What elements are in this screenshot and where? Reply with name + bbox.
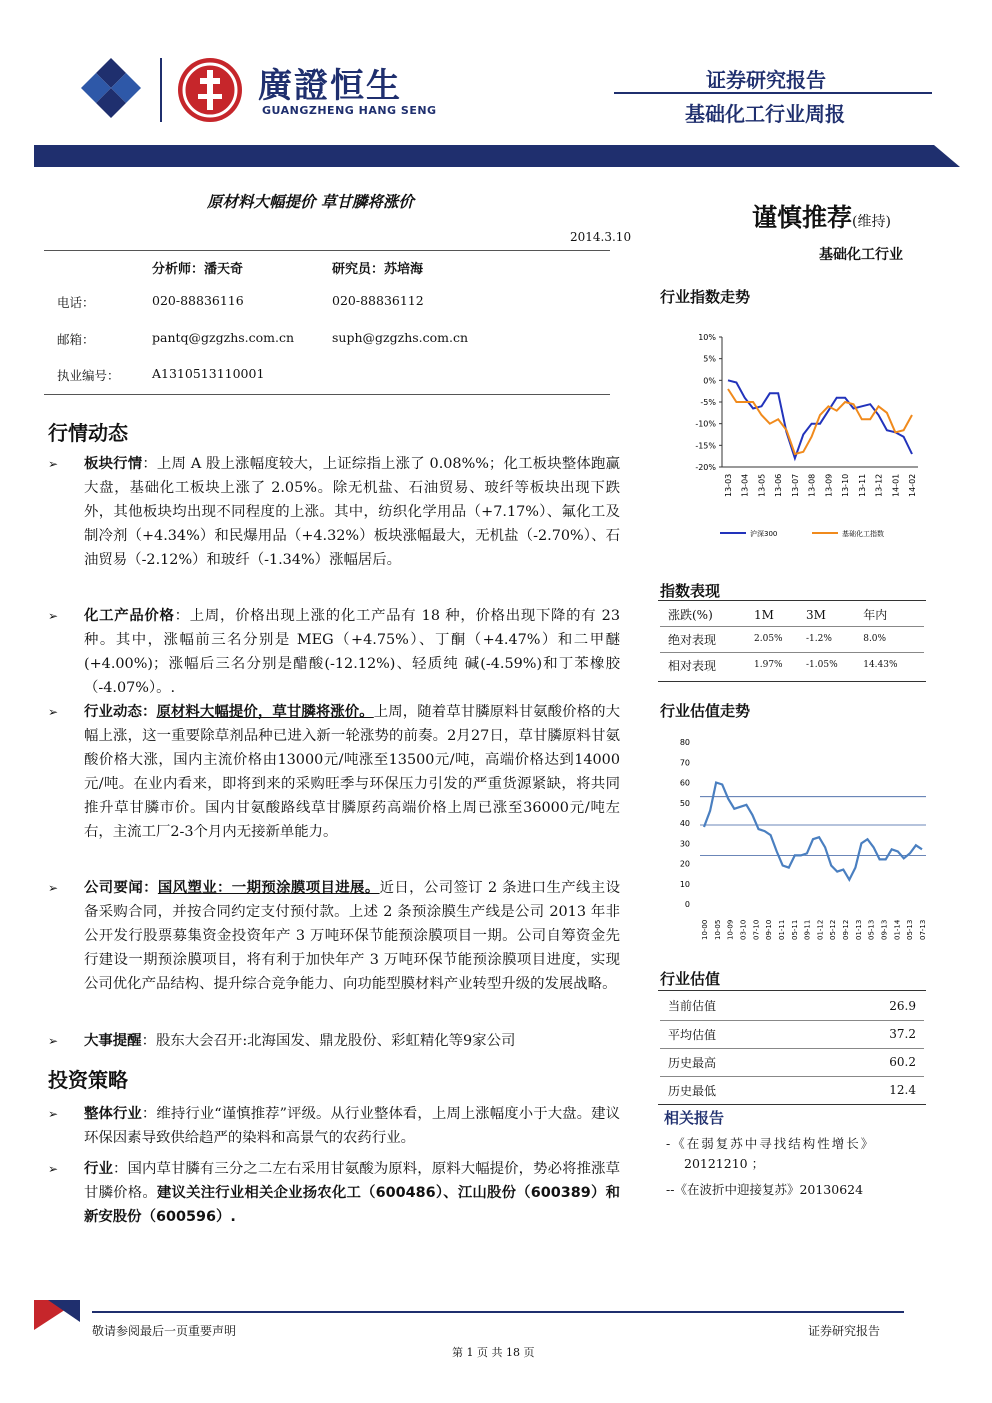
phone-analyst: 020-88836116 xyxy=(152,293,244,308)
index-trend-chart xyxy=(660,325,930,545)
x-tick-label: 13-07 xyxy=(790,473,800,497)
bullet-subhead: 原材料大幅提价，草甘膦将涨价。 xyxy=(156,704,374,720)
header-rule xyxy=(614,92,932,94)
footer-rule xyxy=(92,1311,904,1313)
table-cell: 8.0% xyxy=(863,634,887,644)
valuation-bottom-rule xyxy=(658,1104,926,1105)
rating-block xyxy=(752,198,891,234)
y-tick-label: 10% xyxy=(698,333,716,342)
y-tick-label: -20% xyxy=(695,463,716,472)
x-tick-label: 09-13 xyxy=(880,919,889,940)
bullet-head: 板块行情 xyxy=(84,456,143,472)
phone-label: 电话： xyxy=(57,295,95,310)
bullet-text: 上周，随着草甘膦原料甘氨酸价格的大幅上涨，这一重要除草剂品种已进入新一轮涨势的前奏。2月27日，草甘膦原料甘氨酸价格大涨，国内主流价格由13000元/吨涨至13500元/吨，高端价格达到14000元/吨。在业内看来，即将到来的采购旺季与环保压力引发的严重货源紧缺，将共同推升草甘膦市价。国内甘氨酸路线草甘膦原药高端价格上周已涨至36000元/吨左右，主流工厂2-3个月内无接新单能力。 xyxy=(84,704,620,840)
valuation-table xyxy=(660,992,924,1104)
index-perf-title: 指数表现 xyxy=(660,582,721,600)
bullet-head: 行业 xyxy=(84,1161,113,1177)
y-tick-label: 0 xyxy=(684,900,690,909)
x-tick-label: 01-14 xyxy=(893,919,902,940)
valuation-title: 行业估值 xyxy=(660,970,721,988)
phone-researcher: 020-88836112 xyxy=(332,293,424,308)
table-row xyxy=(660,1020,924,1048)
bullet-head: 大事提醒 xyxy=(84,1033,142,1049)
report-title: 原材料大幅提价 草甘膦将涨价 xyxy=(207,193,414,211)
bullet-arrow-icon: ➢ xyxy=(48,1034,59,1048)
y-tick-label: 10 xyxy=(679,879,690,889)
header-band-corner xyxy=(934,145,960,167)
valuation-top-rule xyxy=(658,990,926,991)
perf-bottom-rule xyxy=(658,681,926,682)
x-tick-label: 01-12 xyxy=(816,919,825,940)
x-tick-label: 03-10 xyxy=(739,919,748,940)
report-type: 证券研究报告 xyxy=(706,68,826,92)
related-title: 相关报告 xyxy=(664,1109,725,1127)
x-tick-label: 13-09 xyxy=(824,473,834,497)
valuation-trend-chart xyxy=(660,730,930,945)
email-researcher[interactable]: suph@gzgzhs.com.cn xyxy=(332,330,469,345)
x-tick-label: 14-02 xyxy=(908,473,917,497)
table-cell: -1.05% xyxy=(806,660,838,671)
x-tick-label: 05-13 xyxy=(906,919,915,940)
table-header-cell: 涨跌(%) xyxy=(668,608,713,623)
company-name-cn: 廣證恒生 xyxy=(258,66,402,106)
x-tick-label: 01-13 xyxy=(854,919,863,940)
rating-label: 谨慎推荐 xyxy=(752,203,853,232)
bullet-text: 近日，公司签订 2 条进口生产线主设备采购合同，并按合同约定支付预付款。上述 2 条预涂膜生产线是公司 2013 年非公开发行股票募集资金投资年产 3 万吨环保节能预涂膜项目一期。公司自筹资金先行建设一期预涂膜项目，将有利于加快年产 3 万吨环保节能预涂膜项目进度，实现公司优化产品结构、提升综合竞争能力、向功能型膜材料产业转型升级的发展战略。 xyxy=(84,880,620,992)
table-cell: 当前估值 xyxy=(668,999,717,1014)
x-tick-label: 07-10 xyxy=(752,919,761,940)
x-tick-label: 13-10 xyxy=(841,473,851,497)
bullet-head: 行业动态： xyxy=(84,704,157,720)
bullet-sector xyxy=(48,452,620,572)
table-cell: 2.05% xyxy=(754,634,783,644)
section-strategy: 投资策略 xyxy=(48,1068,128,1092)
bullet-arrow-icon: ➢ xyxy=(48,705,59,719)
bullet-industry-news xyxy=(48,700,620,844)
email-analyst[interactable]: pantq@gzgzhs.com.cn xyxy=(152,330,295,345)
y-tick-label: -10% xyxy=(695,419,716,429)
x-tick-label: 13-06 xyxy=(774,473,784,497)
license-number: A1310513110001 xyxy=(152,366,265,381)
table-row xyxy=(660,992,924,1020)
email-label: 邮箱： xyxy=(57,332,95,347)
rating-industry: 基础化工行业 xyxy=(819,247,903,263)
valuation-trend-title: 行业估值走势 xyxy=(660,702,751,720)
table-cell: 14.43% xyxy=(863,660,898,671)
table-cell: 绝对表现 xyxy=(668,632,717,647)
x-tick-label: 09-11 xyxy=(803,919,812,940)
x-tick-label: 05-13 xyxy=(867,919,876,940)
title-rule xyxy=(44,250,610,251)
x-tick-label: 13-03 xyxy=(724,473,733,497)
footer-disclaimer: 敬请参阅最后一页重要声明 xyxy=(92,1324,237,1338)
table-row xyxy=(660,1048,924,1076)
logo-diamond-icon xyxy=(78,56,144,122)
table-cell: 历史最高 xyxy=(668,1055,717,1070)
x-tick-label: 14-01 xyxy=(891,473,901,497)
table-cell: 历史最低 xyxy=(668,1083,717,1098)
y-tick-label: 20 xyxy=(679,859,690,869)
bullet-subhead: 国风塑业：一期预涂膜项目进展。 xyxy=(157,880,380,896)
header-band xyxy=(34,145,960,167)
index-trend-title: 行业指数走势 xyxy=(660,288,751,306)
x-tick-label: 10-09 xyxy=(726,919,735,940)
y-tick-label: 5% xyxy=(703,354,716,364)
related-report-1[interactable]: -《在弱复苏中寻找结构性增长》 xyxy=(666,1136,876,1151)
footer-triangle-dark xyxy=(48,1300,80,1322)
x-tick-label: 01-11 xyxy=(777,919,786,940)
bullet-text: ：国内草甘膦有三分之二左右采用甘氨酸为原料，原料大幅提价，势必将推涨草甘膦价格。 xyxy=(84,1161,620,1201)
table-cell: 26.9 xyxy=(889,998,916,1013)
bullet-events xyxy=(48,1029,620,1053)
table-header-cell: 3M xyxy=(806,607,826,622)
report-date: 2014.3.10 xyxy=(570,230,632,244)
x-tick-label: 05-11 xyxy=(790,919,799,940)
y-tick-label: 40 xyxy=(679,819,690,828)
report-series: 基础化工行业周报 xyxy=(685,102,845,126)
table-row xyxy=(660,626,924,652)
table-row xyxy=(660,652,924,678)
y-tick-label: 30 xyxy=(679,839,690,849)
section-market: 行情动态 xyxy=(48,421,128,445)
x-tick-label: 13-08 xyxy=(807,473,817,497)
y-tick-label: -15% xyxy=(695,441,716,451)
bullet-text: ：股东大会召开:北海国发、鼎龙股份、彩虹精化等9家公司 xyxy=(141,1033,516,1049)
bullet-recommend xyxy=(48,1157,620,1229)
rating-note: (维持) xyxy=(852,214,891,230)
bullet-arrow-icon: ➢ xyxy=(48,457,59,471)
bullet-arrow-icon: ➢ xyxy=(48,1162,59,1176)
y-tick-label: 80 xyxy=(679,738,690,747)
logo-divider xyxy=(160,58,162,122)
x-tick-label: 13-05 xyxy=(757,473,767,497)
bullet-company-news xyxy=(48,876,620,996)
bullet-head: 公司要闻： xyxy=(84,880,158,896)
x-tick-label: 07-13 xyxy=(919,919,927,940)
bullet-arrow-icon: ➢ xyxy=(48,1107,59,1121)
analyst-name: 分析师：潘天奇 xyxy=(152,262,244,277)
x-tick-label: 09-10 xyxy=(765,919,774,940)
table-cell: 相对表现 xyxy=(668,658,717,673)
license-label: 执业编号： xyxy=(57,368,120,383)
bullet-head: 化工产品价格 xyxy=(84,608,175,624)
y-tick-label: 50 xyxy=(679,798,690,808)
footer-report-type: 证券研究报告 xyxy=(808,1324,881,1338)
y-tick-label: 0% xyxy=(703,376,716,386)
series-line xyxy=(704,783,922,880)
table-cell: 37.2 xyxy=(889,1027,916,1041)
seal-icon xyxy=(178,58,242,122)
table-row xyxy=(660,604,924,626)
table-cell: 1.97% xyxy=(754,660,783,671)
table-header-cell: 1M xyxy=(754,607,774,622)
related-report-2[interactable]: --《在波折中迎接复苏》20130624 xyxy=(666,1182,864,1197)
y-tick-label: 70 xyxy=(679,758,690,768)
y-tick-label: 60 xyxy=(679,778,690,788)
table-cell: 12.4 xyxy=(889,1083,916,1098)
bullet-arrow-icon: ➢ xyxy=(48,881,59,895)
bullet-prices xyxy=(48,604,620,700)
x-tick-label: 13-04 xyxy=(740,473,750,497)
table-row xyxy=(660,1076,924,1104)
bullet-text: ：上周 A 股上涨幅度较大，上证综指上涨了 0.08%%；化工板块整体跑赢大盘，基础化工板块上涨了 2.05%。除无机盐、石油贸易、玻纤等板块出现下跌外，其他板块均出现不同程度的上涨。其中，纺织化学用品（+7.17%）、氟化工及制冷剂（+4.34%）和民爆用品（+4.32%）板块涨幅最大，无机盐（-2.70%）、石油贸易（-2.12%）和玻纤（-1.34%）涨幅居后。 xyxy=(84,456,620,568)
page-number: 第 1 页 共 18 页 xyxy=(452,1346,535,1359)
legend-label: 基础化工指数 xyxy=(842,530,884,538)
y-tick-label: -5% xyxy=(700,398,716,407)
table-cell: -1.2% xyxy=(806,634,832,644)
researcher-name: 研究员：苏培海 xyxy=(332,262,424,277)
perf-top-rule xyxy=(658,600,926,601)
bullet-text: ：上周，价格出现上涨的化工产品有 18 种，价格出现下降的有 23 种。其中，涨幅前三名分别是 MEG（+4.75%）、丁酮（+4.47%）和二甲醚(+4.00%)；涨幅后三名分别是醋酸(-12.12%)、轻质纯 碱(-4.59%)和丁苯橡胶（-4.07%）。. xyxy=(84,608,620,696)
x-tick-label: 10-00 xyxy=(701,919,709,940)
table-cell: 平均估值 xyxy=(668,1027,717,1042)
bullet-bold-text: 建议关注行业相关企业扬农化工（600486）、江山股份（600389）和新安股份（600596）. xyxy=(84,1185,620,1225)
series-line xyxy=(728,389,912,454)
x-tick-label: 09-12 xyxy=(842,919,851,940)
index-perf-table xyxy=(660,604,924,678)
company-name-en: GUANGZHENG HANG SENG xyxy=(262,104,437,117)
table-cell: 60.2 xyxy=(889,1055,916,1069)
bullet-arrow-icon: ➢ xyxy=(48,609,59,623)
bullet-text: ：维持行业“谨慎推荐”评级。从行业整体看，上周上涨幅度小于大盘。建议环保因素导致供给趋严的染料和高景气的农药行业。 xyxy=(84,1106,620,1146)
company-logo xyxy=(78,56,144,122)
table-header-cell: 年内 xyxy=(863,608,888,623)
contact-rule xyxy=(44,394,610,395)
x-tick-label: 13-12 xyxy=(874,473,884,497)
x-tick-label: 10-05 xyxy=(713,919,722,940)
series-line xyxy=(728,380,912,458)
related-report-1-date: 20121210 ； xyxy=(684,1156,765,1171)
x-tick-label: 05-12 xyxy=(829,919,838,940)
bullet-head: 整体行业 xyxy=(84,1106,142,1122)
bullet-overall xyxy=(48,1102,620,1150)
x-tick-label: 13-11 xyxy=(857,473,867,497)
legend-label: 沪深300 xyxy=(750,530,778,538)
